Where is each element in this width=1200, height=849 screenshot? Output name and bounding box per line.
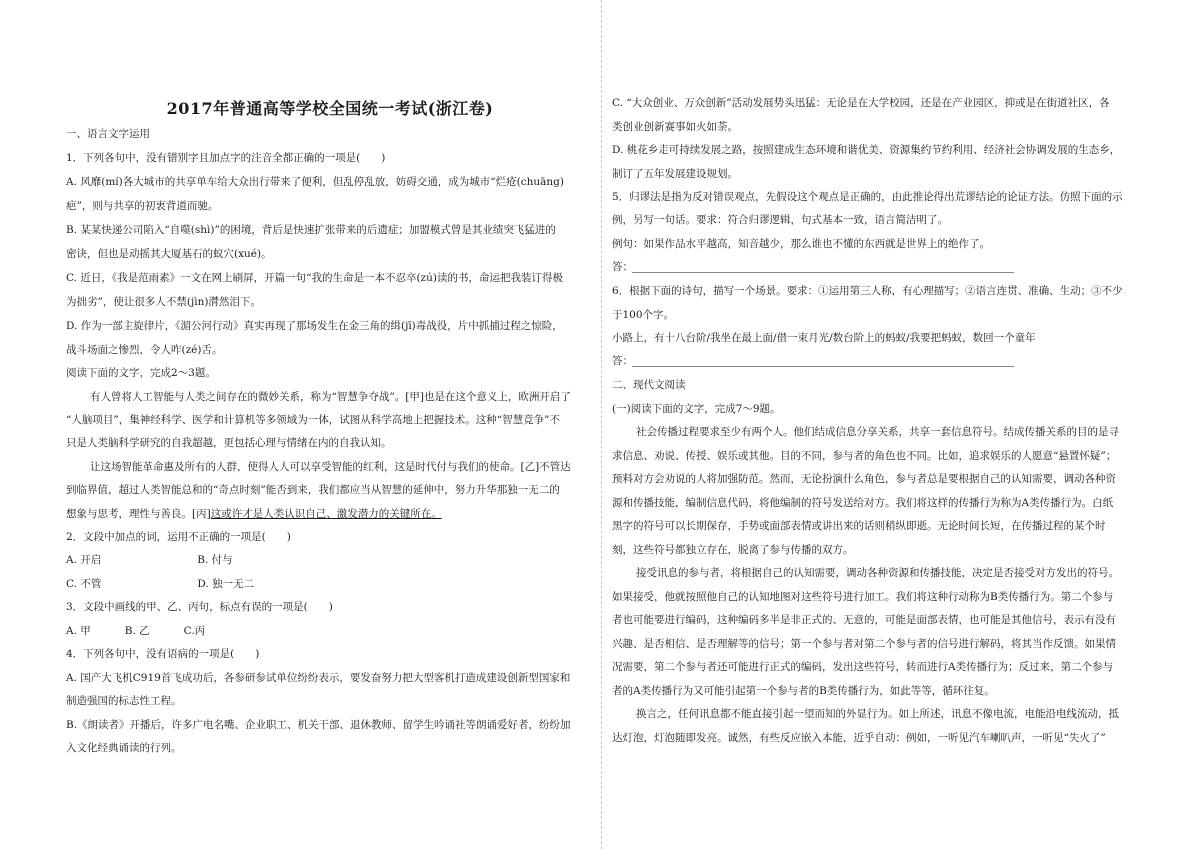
question-6-line1: 6．根据下面的诗句，描写一个场景。要求：①运用第三人称，有心理描写；②语言连贯、准确、生动；③不少 [612,285,1123,297]
section-heading-language: 一、语言文字运用 [66,128,150,140]
q1-option-b-line1: B. 某某快递公司陷入“自噬(shì)”的困境，背后是快速扩张带来的后遗症；加盟模式曾是其业绩突飞猛进的 [66,224,556,236]
q4-option-c-line1: C. “大众创业、万众创新”活动发展势头迅猛：无论是在大学校园，还是在产业园区，抑或是在街道社区，各 [612,97,1110,109]
q4-option-d-line1: D. 桃花乡走可持续发展之路，按照建成生态环境和谐优美、资源集约节约利用、经济社会协调发展的生态乡， [612,144,1121,156]
question-3: 3．文段中画线的甲、乙、丙句，标点有误的一项是( ) [66,601,333,613]
q3-option-a: A. 甲 [66,625,91,637]
q2-options-row2 [66,577,254,591]
q2-option-d: D. 独一无二 [197,578,255,590]
q1-option-d-line1: D. 作为一部主旋律片，《湄公河行动》真实再现了那场发生在金三角的缉(jī)毒战役，片中抓捕过程之惊险， [66,320,563,332]
section-heading-modern-reading: 二、现代文阅读 [612,379,686,391]
question-4: 4．下列各句中，没有语病的一项是( ) [66,648,260,660]
q3-options [66,624,205,638]
q2-option-c: C. 不管 [66,578,102,590]
q1-option-c-line2: 为拙劣”，使让很多人不禁(jìn)潸然泪下。 [66,296,261,308]
subsection-heading: (一)阅读下面的文字，完成7～9题。 [612,403,781,415]
reading-p1-line2: 求信息、劝说、传授、娱乐或其他。目的不同，参与者的角色也不同。比如，追求娱乐的人愿意“悬置怀疑”； [612,450,1117,462]
q5-answer-label: 答： [612,261,633,273]
reading-p2-line1: 接受讯息的参与者，将根据自己的认知需要，调动各种资源和传播技能，决定是否接受对方发出的符号。 [636,567,1119,579]
q6-answer-label: 答： [612,355,633,367]
underlined-sentence-bing: 这或许才是人类认识自己、激发潜力的关键所在。 [210,508,442,520]
page-divider [601,0,602,849]
reading-p1-line6: 刻，这些符号都独立存在，脱离了参与传播的双方。 [612,544,854,556]
question-6-line2: 于100个字。 [612,309,675,321]
reading-p1-line5: 黑字的符号可以长期保存，手势或面部表情或讲出来的话则稍纵即逝。无论时间长短，在传播过程的某个时 [612,520,1106,532]
q1-option-b-line2: 密诀，但也是动摇其大厦基石的蚁穴(xué)。 [66,248,272,260]
q4-option-d-line2: 制订了五年发展建设规划。 [612,168,738,180]
passage-p1-line1: 有人曾将人工智能与人类之间存在的微妙关系，称为“智慧争夺战”。[甲]也是在这个意义上，欧洲开启了 [90,391,571,403]
q1-option-a-line2: 疤”，则与共享的初衷背道而驰。 [66,200,219,212]
reading-p2-line2: 如果接受，他就按照他自己的认知地图对这些符号进行加工。我们将这种行动称为B类传播行为。第二个参与 [612,591,1114,603]
passage-p2-line3-text: 想象与思考，理性与善良。[丙] [66,508,211,520]
passage-p1-line3: 只是人类脑科学研究的自我超越，更包括心理与情绪在内的自我认知。 [66,437,392,449]
q5-answer-line[interactable] [632,272,1014,273]
passage-p1-line2: “人脑项目”，集神经科学、医学和计算机等多领域为一体，试图从科学高地上把握技术。这种“智慧竞争”不 [66,414,560,426]
q2-option-a: A. 开启 [66,554,102,566]
q1-option-d-line2: 战斗场面之惨烈，令人咋(zé)舌。 [66,344,223,356]
reading-p2-line3: 者也可能要进行编码，这种编码多半是非正式的、无意的，可能是面部表情，也可能是其他信号，表示有没有 [612,614,1116,626]
q4-option-b-line1: B.《朗读者》开播后，许多广电名嘴、企业职工、机关干部、退休教师、留学生吟诵社等朗诵爱好者，纷纷加 [66,719,571,731]
question-5-line1: 5．归谬法是指为反对错误观点，先假设这个观点是正确的，由此推论得出荒谬结论的论证方法。仿照下面的示 [612,191,1123,203]
question-2: 2．文段中加点的词，运用不正确的一项是( ) [66,531,291,543]
passage-p2-line2: 到临界值，超过人类智能总和的“奇点时刻”能否到来，我们都应当从智慧的延伸中，努力升华那独一无二的 [66,484,560,496]
q2-option-b: B. 付与 [197,554,233,566]
q4-option-c-line2: 类创业创新赛事如火如荼。 [612,121,738,133]
reading-p3-line2: 达灯泡，灯泡随即发亮。诚然，有些反应嵌入本能，近乎自动：例如，一听见汽车喇叭声，一听见“失火了” [612,732,1106,744]
reading-p2-line6: 者的A类传播行为又可能引起第一个参与者的B类传播行为，如此等等，循环往复。 [612,685,995,697]
passage-p2-line1: 让这场智能革命惠及所有的人群，使得人人可以享受智能的红利，这是时代付与我们的使命。[乙]不管达 [90,461,571,473]
q2-options-row1 [66,553,233,567]
reading-p1-line3: 预料对方会劝说的人将加强防范。然而，无论扮演什么角色，参与者总是要根据自己的认知需要，调动各种资 [612,473,1116,485]
q4-option-b-line2: 入文化经典诵读的行列。 [66,742,182,754]
q6-answer-line[interactable] [632,366,1014,367]
reading-p1-line4: 源和传播技能，编制信息代码，将他编制的符号发送给对方。我们将这样的传播行为称为A类传播行为。白纸 [612,497,1114,509]
q4-option-a-line1: A. 国产大飞机C919首飞成功后，各参研参试单位纷纷表示，要发奋努力把大型客机打造成建设创新型国家和 [66,672,571,684]
q5-example: 例句：如果作品水平越高，知音越少，那么谁也不懂的东西就是世界上的绝作了。 [612,238,990,250]
reading-p2-line4: 兴趣、是否相信、是否理解等的信号；第一个参与者对第二个参与者的信号进行解码，将其当作反馈。如果情 [612,638,1116,650]
reading-p1-line1: 社会传播过程要求至少有两个人。他们结成信息分享关系，共享一套信息符号。结成传播关系的目的是寻 [636,426,1119,438]
reading-p2-line5: 况需要，第二个参与者还可能进行正式的编码，发出这些符号，转而进行A类传播行为；反过来，第二个参与 [612,661,1114,673]
question-5-line2: 例，另写一句话。要求：符合归谬逻辑，句式基本一致，语言简洁明了。 [612,214,948,226]
question-1: 1．下列各句中，没有错别字且加点字的注音全都正确的一项是( ) [66,152,386,164]
q1-option-c-line1: C. 近日，《我是范雨素》一文在网上刷屏，开篇一句“我的生命是一本不忍卒(zú)读的书，命运把我装订得极 [66,272,563,284]
q3-option-b: B. 乙 [124,625,150,637]
q6-poem: 小路上，有十八台阶/我坐在最上面/借一束月光/数台阶上的蚂蚁/我要把蚂蚁，数回一个童年 [612,332,1036,344]
q3-option-c: C.丙 [183,625,206,637]
q1-option-a-line1: A. 风靡(mí)各大城市的共享单车给大众出行带来了便利，但乱停乱放，妨碍交通，成为城市“烂疮(chuāng) [66,176,564,188]
passage-p2-line3 [66,507,442,521]
q4-option-a-line2: 制造强国的标志性工程。 [66,695,182,707]
exam-title: 2017年普通高等学校全国统一考试(浙江卷) [166,99,494,118]
reading-instruction: 阅读下面的文字，完成2～3题。 [66,367,216,379]
reading-p3-line1: 换言之，任何讯息都不能直接引起一望而知的外显行为。如上所述，讯息不像电流，电能沿电线流动，抵 [636,708,1119,720]
